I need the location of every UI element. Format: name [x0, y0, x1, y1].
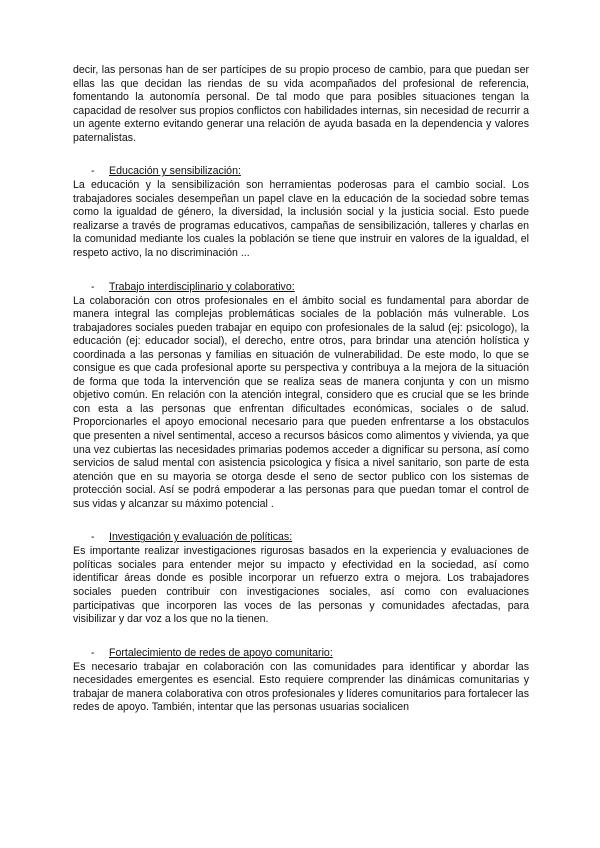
section-heading: [73, 647, 529, 661]
section-investigacion: [73, 531, 529, 626]
section-heading: [73, 531, 529, 545]
intro-paragraph: decir, las personas han de ser partícipes de su propio proceso de cambio, para que puedan ser ellas las que decidan las riendas de su vida acompañados del profesional de referencia, fomentando la autonomía personal. De tal modo que para posibles situaciones tengan la capacidad de resolver sus propios conflictos con habilidades internas, sin necesidad de recurrir a un agente externo evitando generar una relación de ayuda basada en la dependencia y valores paternalistas.: [73, 64, 529, 144]
section-title: Investigación y evaluación de políticas:: [109, 531, 293, 544]
section-title: Trabajo interdisciplinario y colaborativo:: [109, 280, 295, 293]
section-paragraph: Es importante realizar investigaciones rigurosas basados en la experiencia y evaluaciones de políticas sociales para entender mejor su impacto y efectividad en la sociedad, así como identificar áreas donde es posible incorporar un refuerzo extra o mejora. Los trabajadores sociales pueden contribuir con investigaciones sociales, así como con evaluaciones participativas que incorporen las voces de las personas y comunidades afectadas, para visibilizar y dar voz a los que no la tienen.: [73, 545, 529, 626]
document-page: [73, 64, 529, 715]
bullet-dash: -: [91, 531, 95, 544]
section-educacion: [73, 165, 529, 260]
bullet-dash: -: [91, 646, 95, 659]
section-redes-apoyo: [73, 647, 529, 715]
section-paragraph: La colaboración con otros profesionales en el ámbito social es fundamental para abordar de manera integral las complejas problemáticas sociales de la población más vulnerable. Los trabajadores sociales pueden trabajar en equipo con profesionales de la salud (ej: psicologo), la educación (ej: educador social), el derecho, entre otros, para brindar una atención holística y coordinada a las personas y familias en situación de vulnerabilidad. De este modo, lo que se consigue es que cada profesional aporte su perspectiva y contribuya a la mejora de la situación de forma que toda la intervención que se realiza seas de manera conjunta y con un mismo objetivo común. En relación con la atención integral, considero que es crucial que se les brinde con esta a las personas que enfrentan dificultades económicas, sociales o de salud. Proporcionarles el apoyo emocional necesario para que pueden enfrentarse a los obstaculos que presenten a nivel sentimental, acceso a recursos básicos como alimentos y vivienda, ya que una vez cubiertas las necesidades primarias podemos acceder a dignificar su persona, así como servicios de salud mental con asistencia psicologica y física a nivel sanitario, son parte de esta atención que en su mayoria se otorga desde el seno de sector publico con los sistemas de protección social. Así se podrá empoderar a las personas para que puedan tomar el control de sus vidas y alcanzar su máximo potencial .: [73, 294, 529, 510]
section-paragraph: Es necesario trabajar en colaboración con las comunidades para identificar y abordar las necesidades emergentes es esencial. Esto requiere comprender las dinámicas comunitarias y trabajar de manera colaborativa con otros profesionales y líderes comunitarios para fortalecer las redes de apoyo. También, intentar que las personas usuarias socialicen: [73, 660, 529, 714]
section-trabajo-interdisciplinario: [73, 281, 529, 512]
section-heading: [73, 165, 529, 179]
bullet-dash: -: [91, 165, 95, 178]
bullet-dash: -: [91, 280, 95, 293]
section-paragraph: La educación y la sensibilización son herramientas poderosas para el cambio social. Los trabajadores sociales desempeñan un papel clave en la educación de la sociedad sobre temas como la igualdad de género, la diversidad, la inclusión social y la justicia social. Esto puede realizarse a través de programas educativos, campañas de sensibilización, talleres y charlas en la comunidad mediante los cuales la población se tiene que instruir en valores de la igualdad, el respeto activo, la no discriminación ...: [73, 179, 529, 260]
section-title: Educación y sensibilización:: [109, 165, 241, 178]
section-title: Fortalecimiento de redes de apoyo comunitario:: [109, 646, 333, 659]
section-heading: [73, 281, 529, 295]
